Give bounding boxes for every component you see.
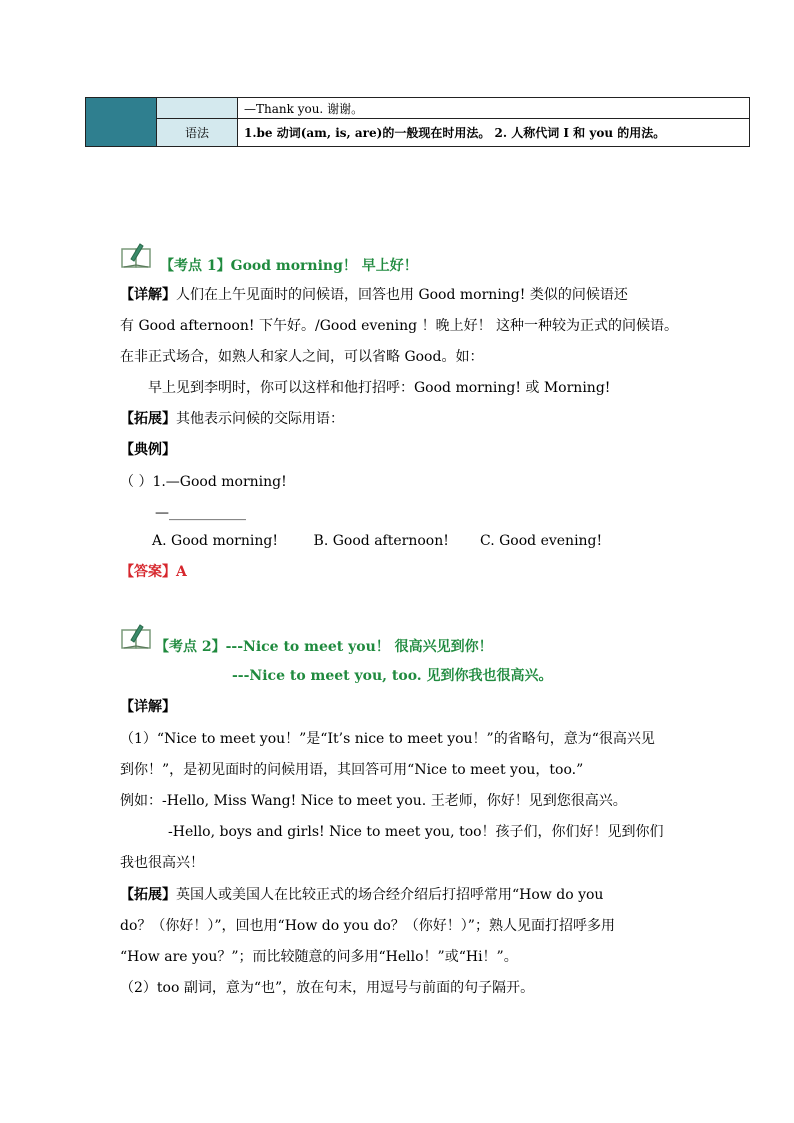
- point2-line2: 到你！”，是初见面时的问候用语，其回答可用“Nice to meet you，too.”: [120, 762, 584, 778]
- point1-detail-line1: [120, 285, 628, 305]
- table-label-grammar: 语法: [157, 119, 238, 147]
- table-text-cell: —Thank you. 谢谢。: [238, 98, 750, 119]
- point1-expand: [120, 409, 344, 429]
- point2-expand3: “How are you？”；而比较随意的问多用“Hello！”或“Hi！”。: [120, 949, 518, 965]
- point1-title: 【考点 1】Good morning！ 早上好！: [160, 258, 418, 274]
- expand-text-2: 英国人或美国人在比较正式的场合经介绍后打招呼常用“How do you: [176, 887, 604, 903]
- point2-detail-label: 【详解】: [120, 699, 176, 715]
- point2-expand1: [120, 885, 603, 905]
- expand-label-2: 【拓展】: [120, 887, 176, 903]
- point1-options: A. Good morning! B. Good afternoon! C. Good evening!: [152, 533, 603, 549]
- point2-line1: （1）“Nice to meet you！”是“It’s nice to meet you！”的省略句，意为“很高兴见: [120, 731, 655, 747]
- point1-detail-line2: 有 Good afternoon! 下午好。/Good evening ！晚上好！ 这种一种较为正式的问候语。: [120, 318, 679, 334]
- point2-title-line2: ---Nice to meet you, too. 见到你我也很高兴。: [232, 668, 553, 684]
- point2-line3: 例如：-Hello, Miss Wang! Nice to meet you. 王老师，你好！见到您很高兴。: [120, 793, 627, 809]
- point2-title-line1: 【考点 2】---Nice to meet you！ 很高兴见到你！: [155, 639, 493, 655]
- table-color-cell: [86, 98, 157, 147]
- point1-detail-line4: 早上见到李明时，你可以这样和他打招呼：Good morning! 或 Morning!: [148, 380, 611, 396]
- detail-text: 人们在上午见面时的问候语，回答也用 Good morning! 类似的问候语还: [176, 287, 628, 303]
- expand-text: 其他表示问候的交际用语：: [176, 411, 344, 427]
- point1-answer-blank: —___________: [155, 505, 246, 521]
- point1-example-label: 【典例】: [120, 442, 176, 458]
- point2-expand2: do？（你好！）”，回也用“How do you do？（你好！）”；熟人见面打招呼多用: [120, 918, 615, 934]
- point2-line5: 我也很高兴！: [120, 855, 204, 871]
- point2-line4: -Hello, boys and girls! Nice to meet you, too！孩子们，你们好！见到你们: [168, 824, 664, 840]
- expand-label: 【拓展】: [120, 411, 176, 427]
- book-pencil-icon-2: [120, 622, 154, 650]
- lesson-table: [85, 97, 750, 147]
- point2-line6: （2）too 副词，意为“也”，放在句末，用逗号与前面的句子隔开。: [120, 980, 535, 996]
- table-grammar-text: 1.be 动词(am, is, are)的一般现在时用法。 2. 人称代词 I 和 you 的用法。: [238, 119, 750, 147]
- book-pencil-icon: [120, 241, 154, 269]
- point1-question: （ ）1.—Good morning!: [120, 474, 287, 490]
- point1-detail-line3: 在非正式场合，如熟人和家人之间，可以省略 Good。如：: [120, 349, 484, 365]
- table-label-cell-empty: [157, 98, 238, 119]
- point1-answer: 【答案】A: [120, 564, 187, 580]
- detail-label: 【详解】: [120, 287, 176, 303]
